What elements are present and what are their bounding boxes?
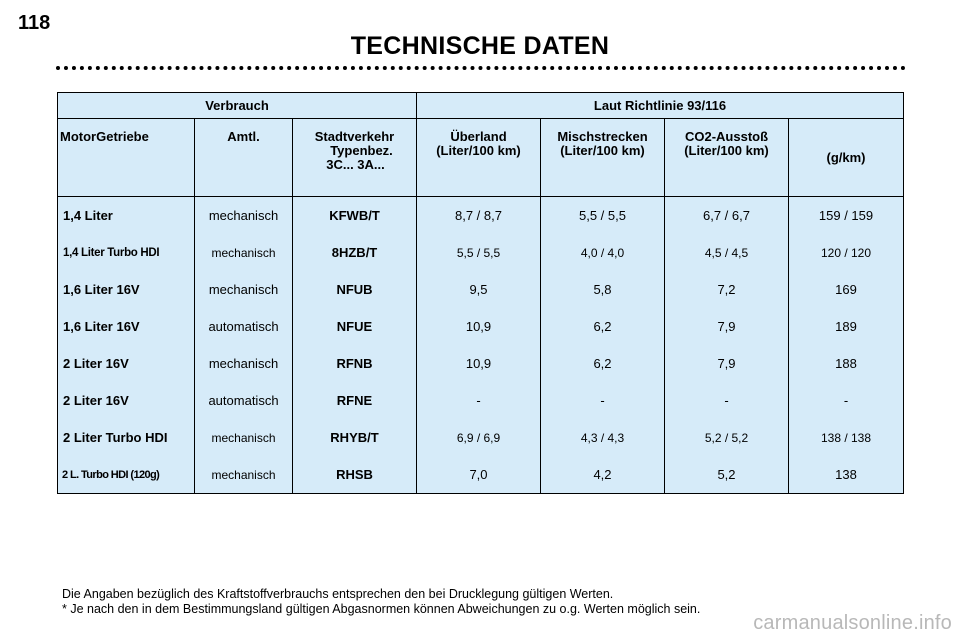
cell-mischstrecken: 4,3 / 4,3 — [541, 419, 665, 456]
header-line: (Liter/100 km) — [436, 143, 521, 158]
header-line: Mischstrecken — [557, 129, 648, 144]
cell-mischstrecken: 4,0 / 4,0 — [541, 234, 665, 271]
cell-mischstrecken: 6,2 — [541, 345, 665, 382]
column-header-mischstrecken — [541, 119, 665, 197]
column-header-row — [58, 119, 904, 197]
cell-co2: 6,7 / 6,7 — [665, 197, 789, 235]
cell-mischstrecken: - — [541, 382, 665, 419]
cell-gkm: 169 — [789, 271, 904, 308]
cell-motor: 1,6 Liter 16V — [58, 271, 195, 308]
cell-type-code: 8HZB/T — [293, 234, 417, 271]
cell-type-code: NFUE — [293, 308, 417, 345]
header-line: (Liter/100 km) — [560, 143, 645, 158]
cell-type-code: RFNE — [293, 382, 417, 419]
cell-ueberland: 9,5 — [417, 271, 541, 308]
cell-mischstrecken: 5,5 / 5,5 — [541, 197, 665, 235]
header-line: CO2-Ausstoß — [684, 129, 769, 144]
header-line: 3C... 3A... — [326, 157, 385, 172]
cell-gkm: 188 — [789, 345, 904, 382]
group-header-verbrauch: Verbrauch — [58, 93, 417, 119]
cell-gearbox: automatisch — [195, 308, 293, 345]
table-row — [58, 308, 904, 345]
cell-co2: 4,5 / 4,5 — [665, 234, 789, 271]
group-header-richtlinie: Laut Richtlinie 93/116 — [417, 93, 904, 119]
cell-ueberland: 5,5 / 5,5 — [417, 234, 541, 271]
cell-motor: 2 Liter Turbo HDI — [58, 419, 195, 456]
table-row — [58, 234, 904, 271]
cell-gearbox: automatisch — [195, 382, 293, 419]
footnote-line: * Je nach den in dem Bestimmungsland gültigen Abgasnormen können Abweichungen zu o.g. Werten möglich sein. — [62, 602, 701, 616]
cell-co2: 5,2 / 5,2 — [665, 419, 789, 456]
cell-gearbox: mechanisch — [195, 419, 293, 456]
cell-ueberland: 10,9 — [417, 308, 541, 345]
technical-data-table — [57, 92, 904, 494]
footnote-block — [62, 587, 700, 617]
cell-ueberland: 10,9 — [417, 345, 541, 382]
header-line: Typenbez. — [330, 143, 393, 158]
column-header-motor: MotorGetriebe — [58, 119, 195, 197]
cell-ueberland: 8,7 / 8,7 — [417, 197, 541, 235]
cell-motor: 2 Liter 16V — [58, 382, 195, 419]
page-title: TECHNISCHE DATEN — [350, 32, 610, 60]
cell-motor: 2 L. Turbo HDI (120g) — [58, 456, 195, 494]
cell-mischstrecken: 5,8 — [541, 271, 665, 308]
cell-co2: 7,9 — [665, 345, 789, 382]
table-row — [58, 382, 904, 419]
cell-co2: 5,2 — [665, 456, 789, 494]
table-row — [58, 271, 904, 308]
header-line: (Liter/100 km) — [684, 143, 769, 158]
cell-gkm: 159 / 159 — [789, 197, 904, 235]
cell-type-code: KFWB/T — [293, 197, 417, 235]
cell-co2: 7,2 — [665, 271, 789, 308]
cell-gkm: 120 / 120 — [789, 234, 904, 271]
site-watermark: carmanualsonline.info — [753, 612, 952, 634]
cell-gkm: 138 — [789, 456, 904, 494]
column-header-amtl: Amtl. — [195, 119, 293, 197]
cell-motor: 2 Liter 16V — [58, 345, 195, 382]
cell-ueberland: - — [417, 382, 541, 419]
cell-gearbox: mechanisch — [195, 234, 293, 271]
cell-type-code: RHYB/T — [293, 419, 417, 456]
table-row — [58, 456, 904, 494]
cell-gkm: - — [789, 382, 904, 419]
cell-gkm: 138 / 138 — [789, 419, 904, 456]
cell-type-code: RHSB — [293, 456, 417, 494]
cell-motor: 1,4 Liter — [58, 197, 195, 235]
cell-ueberland: 6,9 / 6,9 — [417, 419, 541, 456]
footnote-line: Die Angaben bezüglich des Kraftstoffverbrauchs entsprechen den bei Drucklegung gültigen Werten. — [62, 587, 614, 601]
cell-type-code: NFUB — [293, 271, 417, 308]
column-header-co2 — [665, 119, 789, 197]
dotted-divider — [56, 66, 906, 70]
column-header-stadtverkehr — [293, 119, 417, 197]
header-line: Stadtverkehr — [314, 129, 395, 144]
cell-gearbox: mechanisch — [195, 197, 293, 235]
table-row — [58, 419, 904, 456]
cell-co2: - — [665, 382, 789, 419]
cell-mischstrecken: 4,2 — [541, 456, 665, 494]
cell-motor: 1,4 Liter Turbo HDI — [58, 234, 195, 271]
column-header-ueberland — [417, 119, 541, 197]
header-line: Überland — [450, 129, 507, 144]
group-header-row — [58, 93, 904, 119]
page-number: 118 — [18, 12, 51, 34]
cell-mischstrecken: 6,2 — [541, 308, 665, 345]
column-header-unit: (g/km) — [789, 119, 904, 197]
table-row — [58, 345, 904, 382]
cell-co2: 7,9 — [665, 308, 789, 345]
cell-gearbox: mechanisch — [195, 456, 293, 494]
cell-type-code: RFNB — [293, 345, 417, 382]
cell-gkm: 189 — [789, 308, 904, 345]
cell-ueberland: 7,0 — [417, 456, 541, 494]
cell-gearbox: mechanisch — [195, 271, 293, 308]
table-row — [58, 197, 904, 235]
cell-motor: 1,6 Liter 16V — [58, 308, 195, 345]
cell-gearbox: mechanisch — [195, 345, 293, 382]
